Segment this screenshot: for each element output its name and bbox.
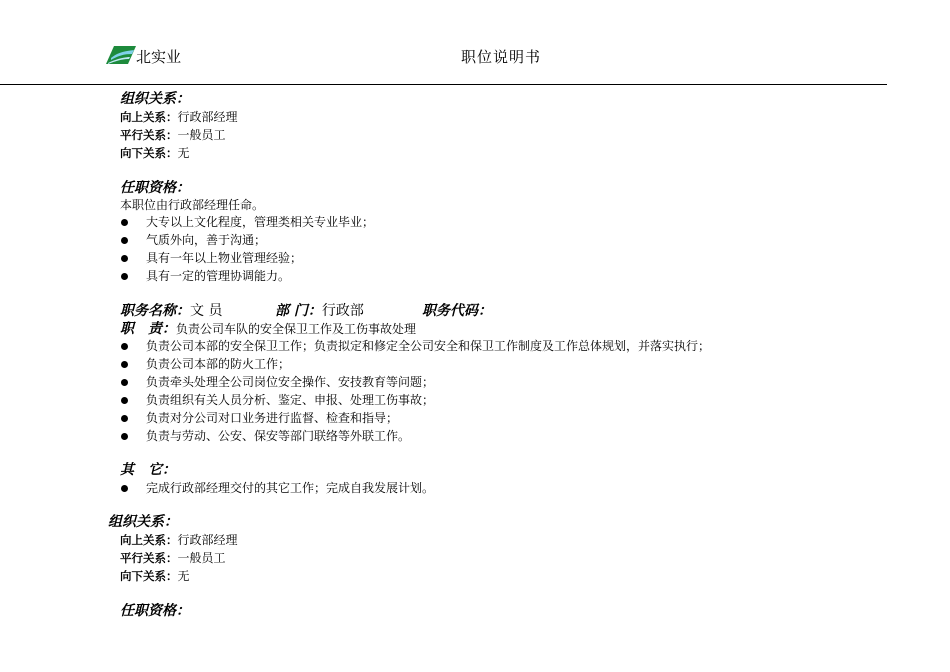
page-header [0, 0, 950, 86]
company-name: 北实业 [136, 48, 182, 66]
list-item: 气质外向，善于沟通； [146, 233, 267, 247]
bullet-icon [121, 361, 128, 368]
duty-summary: 职 责：负责公司车队的安全保卫工作及工伤事故处理 [120, 321, 417, 337]
position-name: 职务名称：文 员 [120, 303, 223, 319]
list-item: 大专以上文化程度，管理类相关专业毕业； [146, 215, 375, 229]
list-item: 负责公司本部的安全保卫工作；负责拟定和修定全公司安全和保卫工作制度及工作总体规划，并落实执行； [146, 339, 711, 353]
relation-down: 向下关系：无 [120, 569, 190, 583]
section-heading: 组织关系： [120, 91, 190, 107]
list-item: 完成行政部经理交付的其它工作；完成自我发展计划。 [146, 481, 435, 495]
position-code: 职务代码： [422, 303, 492, 319]
bullet-icon [121, 433, 128, 440]
department: 部 门：行政部 [275, 303, 364, 319]
relation-up: 向上关系：行政部经理 [120, 110, 238, 124]
document-title: 职位说明书 [461, 48, 542, 66]
section-heading: 任职资格： [120, 180, 190, 196]
relation-up: 向上关系：行政部经理 [120, 533, 238, 547]
list-item: 具有一年以上物业管理经验； [146, 251, 303, 265]
section-heading: 任职资格： [120, 603, 190, 619]
bullet-icon [121, 397, 128, 404]
bullet-icon [121, 219, 128, 226]
relation-peer: 平行关系：一般员工 [120, 128, 226, 142]
relation-peer: 平行关系：一般员工 [120, 551, 226, 565]
bullet-icon [121, 343, 128, 350]
bullet-icon [121, 415, 128, 422]
bullet-icon [121, 237, 128, 244]
bullet-icon [121, 273, 128, 280]
section-heading: 其 它： [120, 462, 176, 478]
list-item: 负责牵头处理全公司岗位安全操作、安技教育等问题； [146, 375, 435, 389]
section-heading: 组织关系： [108, 514, 178, 530]
list-item: 负责对分公司对口业务进行监督、检查和指导； [146, 411, 399, 425]
header-divider [0, 84, 887, 85]
bullet-icon [121, 485, 128, 492]
bullet-icon [121, 255, 128, 262]
list-item: 负责与劳动、公安、保安等部门联络等外联工作。 [146, 429, 411, 443]
list-item: 负责组织有关人员分析、鉴定、申报、处理工伤事故； [146, 393, 435, 407]
list-item: 具有一定的管理协调能力。 [146, 269, 291, 283]
list-item: 负责公司本部的防火工作； [146, 357, 291, 371]
bullet-icon [121, 379, 128, 386]
qualification-intro: 本职位由行政部经理任命。 [120, 198, 265, 212]
company-logo-icon [102, 44, 136, 66]
relation-down: 向下关系：无 [120, 146, 190, 160]
